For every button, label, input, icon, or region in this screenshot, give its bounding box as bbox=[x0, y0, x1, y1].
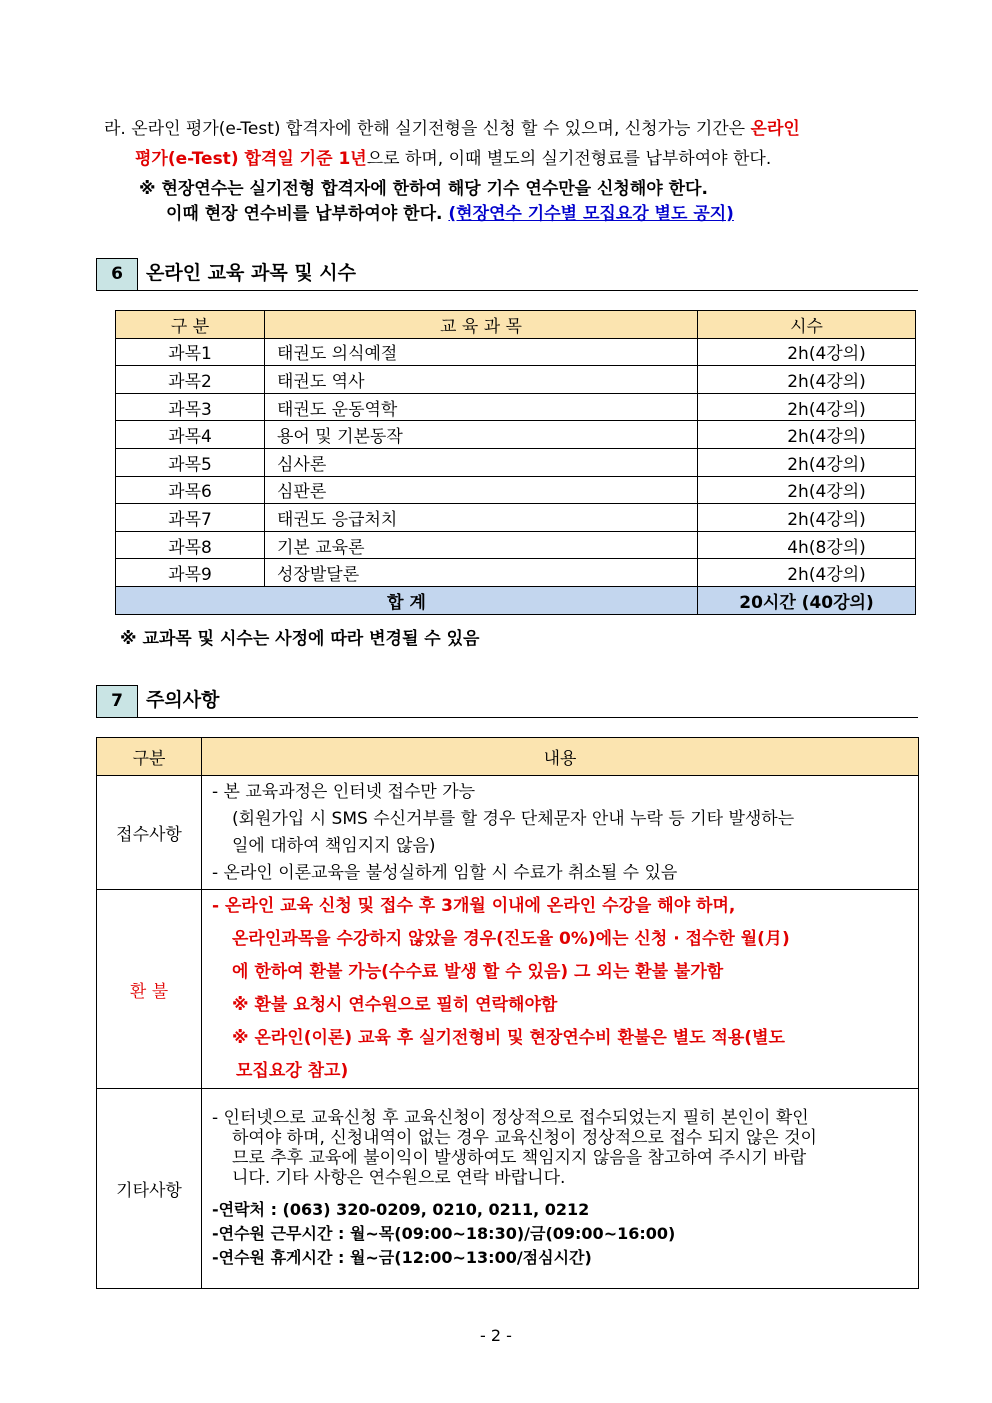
reception-label: 접수사항 bbox=[97, 776, 202, 890]
course-row bbox=[116, 366, 916, 394]
section-number: 7 bbox=[96, 685, 138, 717]
course-row bbox=[116, 421, 916, 449]
refund-row bbox=[97, 890, 919, 1089]
course-id: 과목6 bbox=[116, 476, 265, 504]
course-id: 과목5 bbox=[116, 448, 265, 476]
notice-table bbox=[96, 737, 919, 1289]
col-header-subject: 교 육 과 목 bbox=[265, 311, 698, 339]
col-header-hours: 시수 bbox=[698, 311, 916, 339]
course-subject: 태권도 운동역학 bbox=[265, 393, 698, 421]
course-hours: 2h(4강의) bbox=[698, 448, 916, 476]
course-subject: 태권도 응급처치 bbox=[265, 504, 698, 532]
course-subject: 용어 및 기본동작 bbox=[265, 421, 698, 449]
section-title: 온라인 교육 과목 및 시수 bbox=[146, 262, 356, 284]
course-id: 과목1 bbox=[116, 338, 265, 366]
course-hours: 2h(4강의) bbox=[698, 338, 916, 366]
other-line-4: 니다. 기타 사항은 연수원으로 연락 바랍니다. bbox=[232, 1167, 566, 1188]
course-hours: 2h(4강의) bbox=[698, 559, 916, 587]
course-id: 과목7 bbox=[116, 504, 265, 532]
total-value: 20시간 (40강의) bbox=[698, 586, 916, 614]
refund-line-3: 에 한하여 환불 가능(수수료 발생 할 수 있음) 그 외는 환불 불가함 bbox=[232, 962, 724, 982]
col-header-category: 구 분 bbox=[116, 311, 265, 339]
refund-line-5: ※ 온라인(이론) 교육 후 실기전형비 및 현장연수비 환불은 별도 적용(별도 bbox=[232, 1028, 785, 1048]
refund-line-6: 모집요강 참고) bbox=[236, 1061, 349, 1081]
course-id: 과목3 bbox=[116, 393, 265, 421]
refund-line-2: 온라인과목을 수강하지 않았을 경우(진도율 0%)에는 신청 · 접수한 월(月) bbox=[232, 929, 790, 949]
course-note: ※ 교과목 및 시수는 사정에 따라 변경될 수 있음 bbox=[120, 629, 480, 649]
total-label: 합 계 bbox=[116, 586, 698, 614]
intro-line-2 bbox=[135, 144, 925, 174]
reception-line-3: 일에 대하여 책임지지 않음) bbox=[232, 835, 436, 856]
course-hours: 2h(4강의) bbox=[698, 504, 916, 532]
intro-line-1 bbox=[104, 114, 924, 144]
course-table bbox=[115, 310, 916, 615]
course-id: 과목9 bbox=[116, 559, 265, 587]
other-line-2: 하여야 하며, 신청내역이 없는 경우 교육신청이 정상적으로 접수 되지 않은 것이 bbox=[232, 1127, 817, 1148]
course-subject: 기본 교육론 bbox=[265, 531, 698, 559]
refund-content bbox=[202, 890, 919, 1089]
recruitment-notice-link[interactable]: (현장연수 기수별 모집요강 별도 공지) bbox=[448, 204, 734, 224]
reception-row bbox=[97, 776, 919, 890]
course-row bbox=[116, 559, 916, 587]
course-id: 과목2 bbox=[116, 366, 265, 394]
intro-note-2 bbox=[166, 199, 734, 229]
other-row bbox=[97, 1089, 919, 1289]
course-id: 과목8 bbox=[116, 531, 265, 559]
course-subject: 심사론 bbox=[265, 448, 698, 476]
course-subject: 심판론 bbox=[265, 476, 698, 504]
other-line-1: - 인터넷으로 교육신청 후 교육신청이 정상적으로 접수되었는지 필히 본인이 확인 bbox=[212, 1107, 809, 1128]
other-content bbox=[202, 1089, 919, 1289]
other-label: 기타사항 bbox=[97, 1089, 202, 1289]
course-row bbox=[116, 504, 916, 532]
section-number: 6 bbox=[96, 258, 138, 290]
course-row bbox=[116, 448, 916, 476]
reception-content bbox=[202, 776, 919, 890]
course-row bbox=[116, 476, 916, 504]
office-hours: -연수원 근무시간 : 월~목(09:00~18:30)/금(09:00~16:00) bbox=[212, 1223, 676, 1243]
refund-line-4: ※ 환불 요청시 연수원으로 필히 연락해야함 bbox=[232, 995, 558, 1015]
intro-text-2: 으로 하며, 이때 별도의 실기전형료를 납부하여야 한다. bbox=[366, 149, 772, 169]
section-title: 주의사항 bbox=[146, 689, 220, 711]
course-hours: 2h(4강의) bbox=[698, 366, 916, 394]
intro-note-1: ※ 현장연수는 실기전형 합격자에 한하여 해당 기수 연수만을 신청해야 한다. bbox=[139, 179, 708, 199]
course-hours: 4h(8강의) bbox=[698, 531, 916, 559]
course-subject: 태권도 의식예절 bbox=[265, 338, 698, 366]
intro-highlight-2: 평가(e-Test) 합격일 기준 1년 bbox=[135, 149, 367, 169]
course-row bbox=[116, 338, 916, 366]
course-subject: 성장발달론 bbox=[265, 559, 698, 587]
other-line-3: 므로 추후 교육에 불이익이 발생하여도 책임지지 않음을 참고하여 주시기 바랍 bbox=[232, 1147, 807, 1168]
intro-note-2-text: 이때 현장 연수비를 납부하여야 한다. bbox=[166, 204, 443, 224]
course-row bbox=[116, 393, 916, 421]
break-hours: -연수원 휴게시간 : 월~금(12:00~13:00/점심시간) bbox=[212, 1247, 592, 1267]
course-hours: 2h(4강의) bbox=[698, 421, 916, 449]
course-row bbox=[116, 531, 916, 559]
course-subject: 태권도 역사 bbox=[265, 366, 698, 394]
col-header-content: 내용 bbox=[202, 738, 919, 776]
course-hours: 2h(4강의) bbox=[698, 476, 916, 504]
reception-line-1: - 본 교육과정은 인터넷 접수만 가능 bbox=[212, 781, 476, 802]
course-hours: 2h(4강의) bbox=[698, 393, 916, 421]
refund-line-1: - 온라인 교육 신청 및 접수 후 3개월 이내에 온라인 수강을 해야 하며, bbox=[212, 896, 736, 916]
intro-text: 라. 온라인 평가(e-Test) 합격자에 한해 실기전형을 신청 할 수 있으며, 신청가능 기간은 bbox=[104, 119, 751, 139]
reception-line-4: - 온라인 이론교육을 불성실하게 임할 시 수료가 취소될 수 있음 bbox=[212, 862, 678, 883]
reception-line-2: (회원가입 시 SMS 수신거부를 할 경우 단체문자 안내 누락 등 기타 발생하는 bbox=[232, 808, 795, 829]
section-7-heading bbox=[96, 685, 918, 718]
section-6-heading bbox=[96, 258, 918, 291]
course-id: 과목4 bbox=[116, 421, 265, 449]
intro-highlight: 온라인 bbox=[750, 119, 800, 139]
col-header-category: 구분 bbox=[97, 738, 202, 776]
refund-label: 환 불 bbox=[97, 890, 202, 1089]
contact-phone: -연락처 : (063) 320-0209, 0210, 0211, 0212 bbox=[212, 1199, 590, 1219]
page-number: - 2 - bbox=[480, 1326, 512, 1345]
